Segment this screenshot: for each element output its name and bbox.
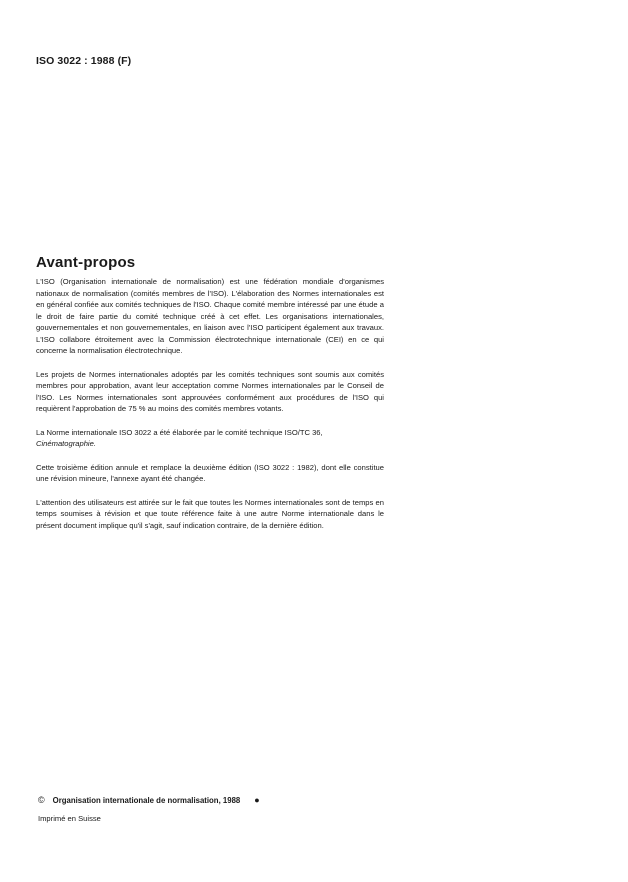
foreword-body bbox=[36, 276, 384, 543]
page-title: Avant-propos bbox=[36, 254, 136, 271]
paragraph-edition: Cette troisième édition annule et remplace la deuxième édition (ISO 3022 : 1982), dont elle constitue une révision mineure, l'annexe ayant été changée. bbox=[36, 462, 384, 483]
committee-title: Cinématographie. bbox=[36, 439, 96, 448]
paragraph-organisation: L'ISO (Organisation internationale de normalisation) est une fédération mondiale d'organismes nationaux de normalisation (comités membres de l'ISO). L'élaboration des Normes internationales est en général confiée aux comités techniques de l'ISO. Chaque comité membre intéressé par une étude a le droit de faire partie du comité technique créé à cet effet. Les organisations internationales, gouvernementales et non gouvernementales, en liaison avec l'ISO participent également aux travaux. L'ISO collabore étroitement avec la Commission électrotechnique internationale (CEI) en ce qui concerne la normalisation électrotechnique. bbox=[36, 277, 384, 355]
bullet-icon: ● bbox=[254, 795, 260, 805]
document-code: ISO 3022 : 1988 (F) bbox=[36, 55, 132, 67]
paragraph-committee bbox=[36, 427, 384, 450]
copyright-line bbox=[38, 795, 260, 805]
committee-text: La Norme internationale ISO 3022 a été élaborée par le comité technique ISO/TC 36, bbox=[36, 427, 323, 437]
printed-in: Imprimé en Suisse bbox=[38, 814, 101, 823]
paragraph-approval: Les projets de Normes internationales adoptés par les comités techniques sont soumis aux comités membres pour approbation, avant leur acceptation comme Normes internationales par le Conseil de l'ISO. Les Normes internationales sont approuvées conformément aux procédures de l'ISO qui requièrent l'approbation de 75 % au moins des comités membres votants. bbox=[36, 369, 384, 413]
copyright-icon: © bbox=[38, 795, 45, 805]
paragraph-attention: L'attention des utilisateurs est attirée sur le fait que toutes les Normes internationales sont de temps en temps soumises à révision et que toute référence faite à une autre Norme internationale dans le présent document implique qu'il s'agit, sauf indication contraire, de la dernière édition. bbox=[36, 497, 384, 530]
copyright-text: Organisation internationale de normalisation, 1988 bbox=[52, 795, 241, 805]
